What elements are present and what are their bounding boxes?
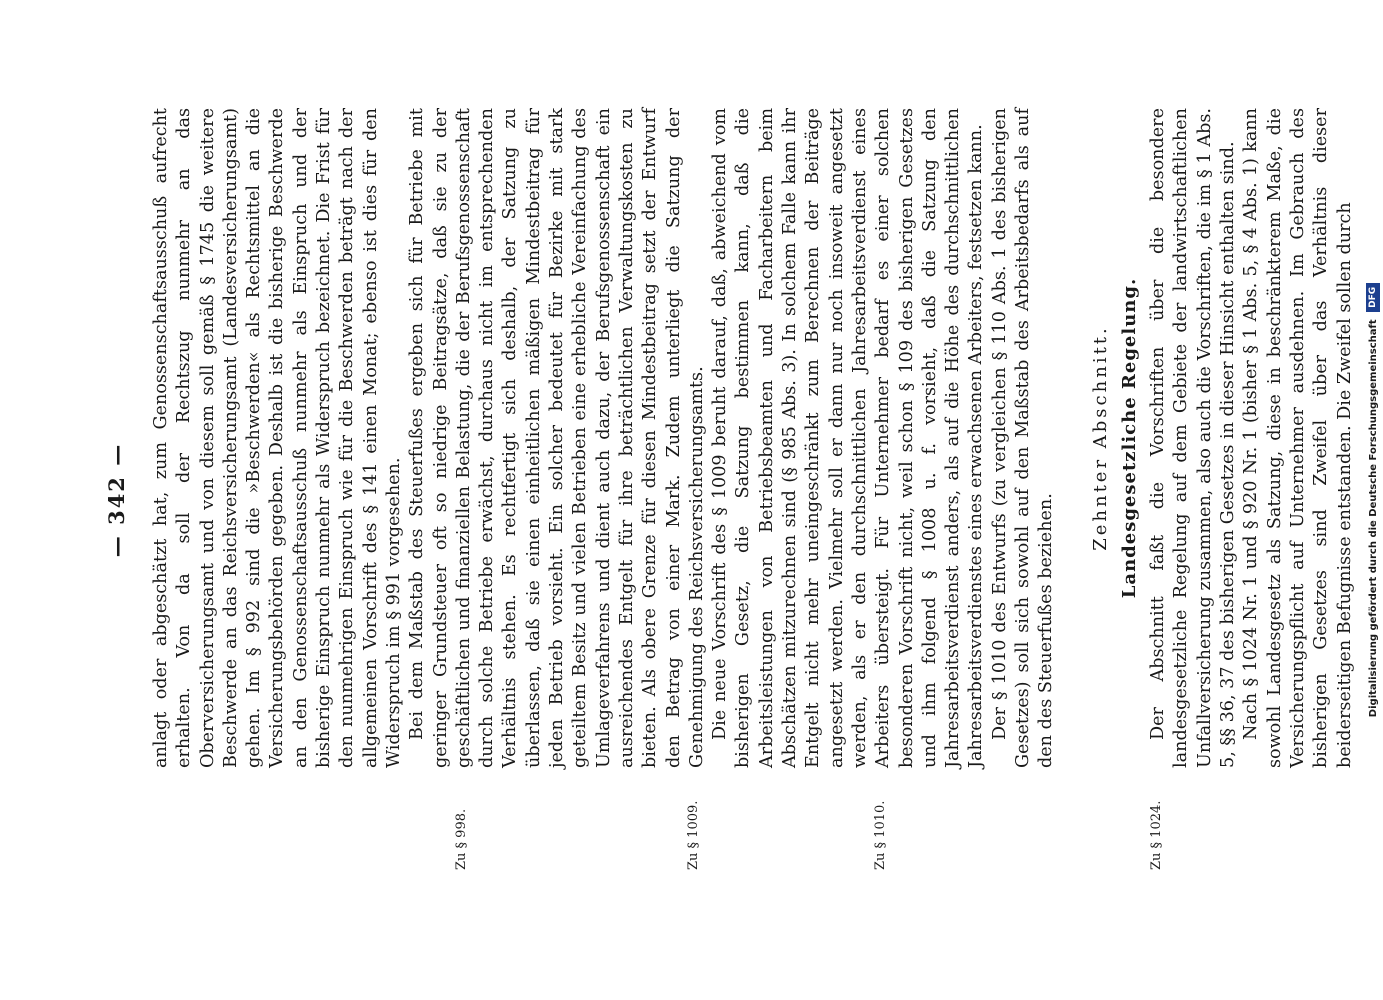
margin-label-1024: Zu § 1024. (1149, 800, 1164, 870)
dfg-logo: DFG (1366, 283, 1380, 312)
body-text (150, 108, 1357, 768)
paragraph: Bei dem Maßstab des Steuerfußes ergeben sich für Betriebe mit geringer Grundsteuer oft so niedrige Beitragsätze, daß sie zu der geschäftlichen und finanziellen Belastung, die der Berufsgenossenschaft durch solche Betriebe erwächst, durchaus nicht im entsprechenden Verhältnis stehen. Es rechtfertigt sich deshalb, der Satzung zu überlassen, daß sie einen einheitlichen mäßigen Mindestbeitrag für jeden Betrieb vorsieht. Ein solcher bedeutet für Bezirke mit stark geteiltem Besitz und vielen Betrieben eine erhebliche Vereinfachung des Umlageverfahrens und dient auch dazu, der Berufsgenossenschaft ein ausreichendes Entgelt für ihre beträchtlichen Verwaltungskosten zu bieten. Als obere Grenze für diesen Mindestbeitrag setzt der Entwurf den Betrag von einer Mark. Zudem unterliegt die Satzung der Genehmigung des Reichsversicherungsamts. (407, 108, 707, 768)
section-heading: Zehnter Abschnitt. (1089, 325, 1111, 551)
margin-label-1010: Zu § 1010. (873, 800, 888, 870)
paragraph: Nach § 1024 Nr. 1 und § 920 Nr. 1 (bisher § 1 Abs. 5, § 4 Abs. 1) kann sowohl Landesgesetz als Satzung, diese in beschränkterem Maße, die Versicherungspflicht auf Unternehmer ausdehnen. Im Gebrauch des bisherigen Gesetzes sind Zweifel über das Verhältnis dieser beiderseitigen Befugnisse entstanden. Die Zweifel sollen durch (1241, 108, 1355, 768)
digitization-credit (1366, 0, 1381, 1000)
section-subheading: Landesgesetzliche Regelung. (1118, 277, 1140, 599)
margin-label-1009: Zu § 1009. (686, 800, 701, 870)
paragraph: Der § 1010 des Entwurfs (zu vergleichen § 110 Abs. 1 des bisherigen Gesetzes) soll sich sowohl auf den Maßstab des Arbeitsbedarfs als auf den des Steuerfußes beziehen. (989, 108, 1057, 768)
credit-text: Digitalisierung gefördert durch die Deutsche Forschungsgemeinschaft (1368, 319, 1379, 718)
margin-label-998: Zu § 998. (454, 808, 469, 870)
page-number: — 342 — (104, 442, 129, 558)
paragraph: Der Abschnitt faßt die Vorschriften über die besondere landesgesetzliche Regelung auf dem Gebiete der landwirtschaftlichen Unfallversicherung zusammen, also auch die Vorschriften, die im § 1 Abs. 5, §§ 36, 37 des bisherigen Gesetzes in dieser Hinsicht enthalten sind. (1148, 108, 1239, 768)
paragraph: anlagt oder abgeschätzt hat, zum Genossenschaftsausschuß aufrecht erhalten. Von da soll der Rechtszug nunmehr an das Oberversicherungsamt und von diesem soll gemäß § 1745 die weitere Beschwerde an das Reichsversicherungsamt (Landesversicherungsamt) gehen. Im § 992 sind die »Beschwerden« als Rechtsmittel an die Versicherungsbehörden gegeben. Deshalb ist die bisherige Beschwerde an den Genossenschaftsausschuß nunmehr als Einspruch und der bisherige Einspruch nunmehr als Widerspruch bezeichnet. Die Frist für den nunmehrigen Einspruch wie für die Beschwerden beträgt nach der allgemeinen Vorschrift des § 141 einen Monat; ebenso ist dies für den Widerspruch im § 991 vorgesehen. (151, 108, 404, 768)
paragraph: Die neue Vorschrift des § 1009 beruht darauf, daß, abweichend vom bisherigen Gesetz, die Satzung bestimmen kann, daß die Arbeitsleistungen von Betriebsbeamten und Facharbeitern beim Abschätzen mitzurechnen sind (§ 985 Abs. 3). In solchem Falle kann ihr Entgelt nicht mehr uneingeschränkt zum Berechnen der Beiträge angesetzt werden. Vielmehr soll er dann nur noch insoweit angesetzt werden, als er den durchschnittlichen Jahresarbeitsverdienst eines Arbeiters übersteigt. Für Unternehmer bedarf es einer solchen besonderen Vorschrift nicht, weil schon § 109 des bisherigen Gesetzes und ihm folgend § 1008 u. f. vorsieht, daß die Satzung den Jahresarbeitsverdienst anders, als auf die Höhe des durchschnittlichen Jahresarbeitsverdienstes eines erwachsenen Arbeiters, festsetzen kann. (710, 108, 987, 768)
